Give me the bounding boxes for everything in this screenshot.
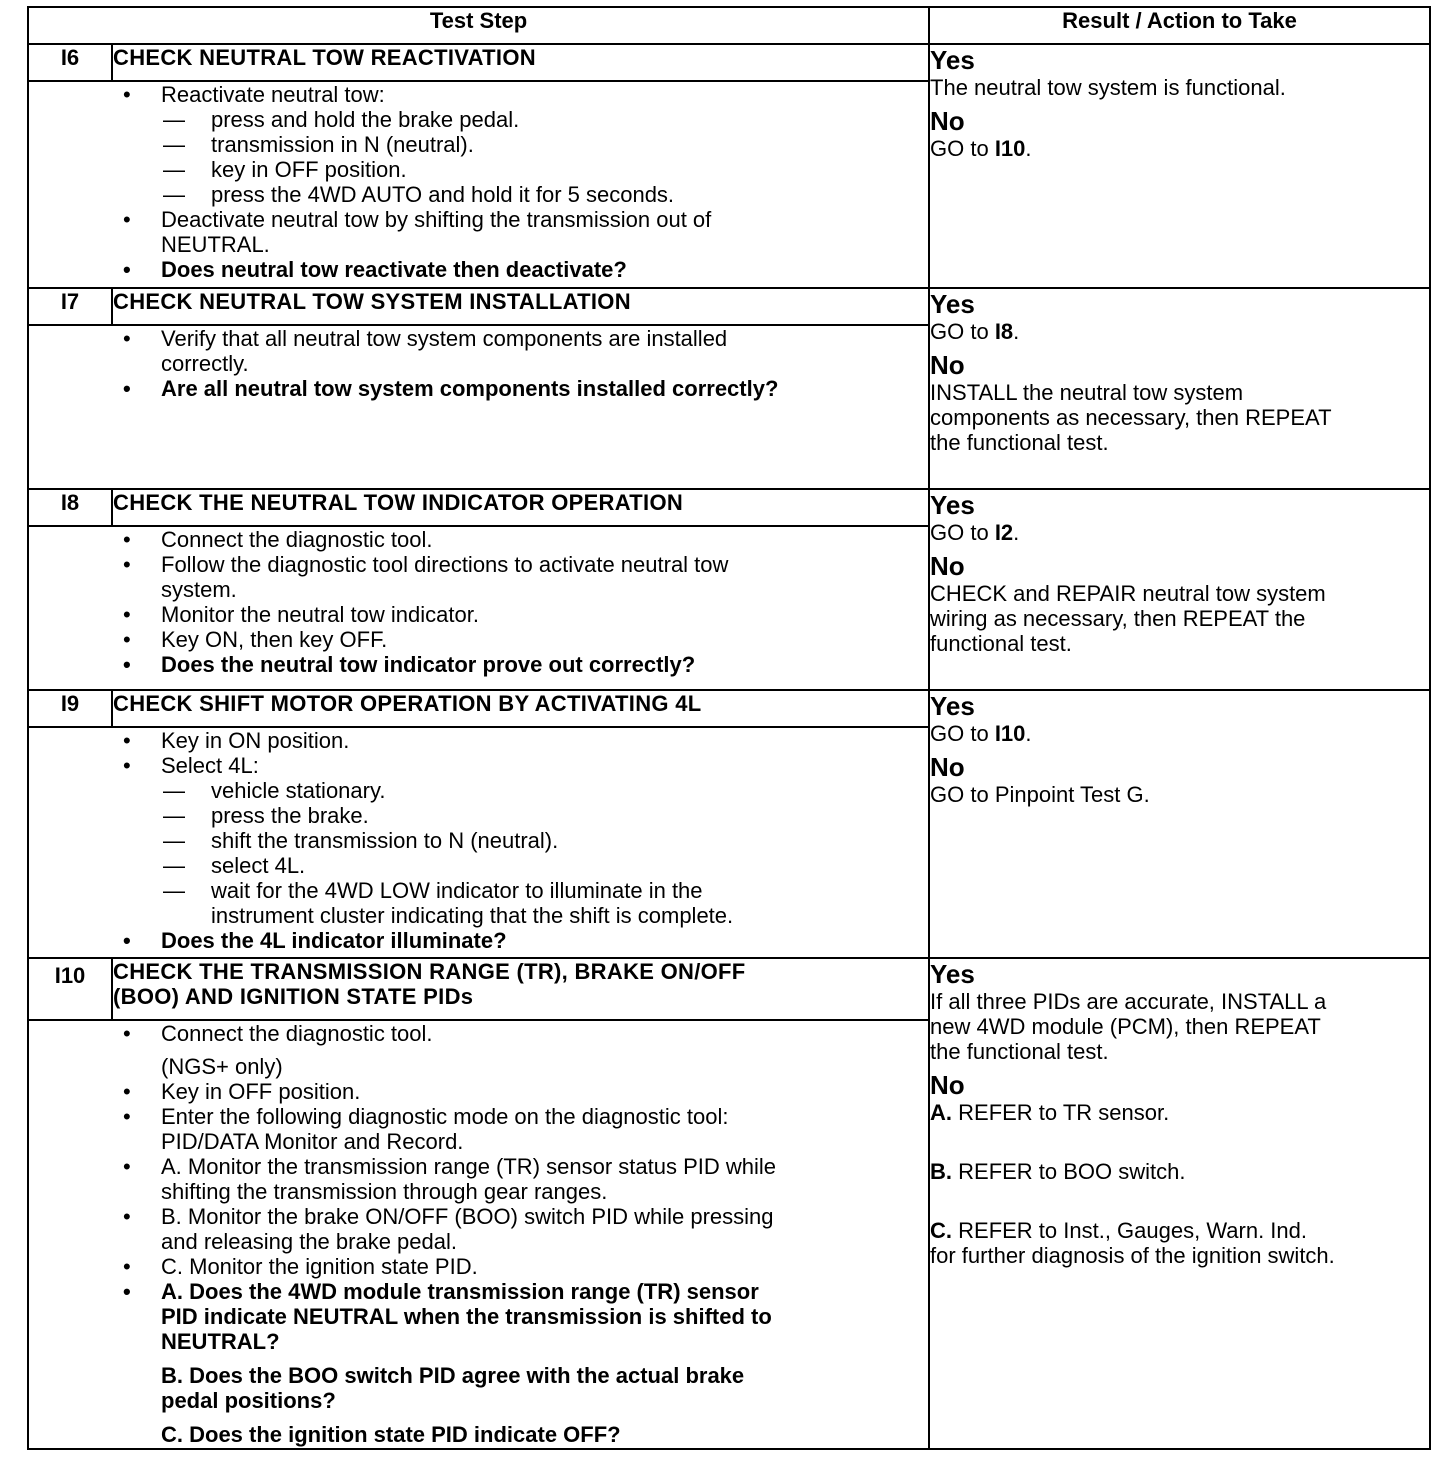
body-question (29, 257, 928, 282)
body-question (29, 1279, 928, 1304)
no-step-ref: I10 (994, 136, 1026, 161)
yes-step-ref: I10 (994, 721, 1026, 746)
body-line-text: Select 4L: (161, 753, 259, 778)
yes-text (930, 721, 1429, 746)
step-title-row (28, 690, 1430, 727)
body-line-text: press the brake. (211, 803, 369, 828)
yes-text-suffix: . (1013, 319, 1020, 344)
bullet: • (123, 207, 131, 232)
step-id: I8 (28, 489, 112, 526)
body-line (29, 853, 928, 878)
step-title (112, 958, 929, 1020)
body-line-text: pedal positions? (161, 1388, 336, 1413)
step-body (28, 81, 929, 288)
bullet: • (123, 1079, 131, 1104)
bullet: • (123, 1021, 131, 1046)
no-option-a (930, 1100, 1429, 1125)
body-line-text: Are all neutral tow system components installed correctly? (161, 376, 779, 401)
bullet: • (123, 652, 131, 677)
step-body (28, 526, 929, 690)
body-question (29, 376, 928, 401)
body-line (29, 1204, 928, 1229)
body-line-text: key in OFF position. (211, 157, 407, 182)
body-line-text: Deactivate neutral tow by shifting the transmission out of (161, 207, 712, 232)
step-id: I6 (28, 44, 112, 81)
body-question (29, 928, 928, 953)
no-option-c (930, 1218, 1429, 1243)
body-line-text: Does the neutral tow indicator prove out correctly? (161, 652, 696, 677)
body-line (29, 903, 928, 928)
body-line-text: (NGS+ only) (161, 1054, 283, 1079)
no-text-line: INSTALL the neutral tow system (930, 380, 1244, 405)
body-line (29, 753, 928, 778)
no-label: No (930, 752, 965, 782)
body-line-text: select 4L. (211, 853, 306, 878)
body-line (29, 778, 928, 803)
body-line (29, 577, 928, 602)
body-line-text: instrument cluster indicating that the shift is complete. (211, 903, 734, 928)
yes-text (930, 319, 1429, 344)
body-line-text: Does neutral tow reactivate then deactivate? (161, 257, 627, 282)
step-result (929, 690, 1430, 958)
body-line-text: C. Monitor the ignition state PID. (161, 1254, 478, 1279)
body-question (29, 1329, 928, 1354)
yes-label: Yes (930, 691, 975, 721)
yes-step-ref: I8 (994, 319, 1014, 344)
dash: — (163, 803, 185, 828)
body-line-text: and releasing the brake pedal. (161, 1229, 457, 1254)
body-line-text: vehicle stationary. (211, 778, 386, 803)
body-line-text: Reactivate neutral tow: (161, 82, 385, 107)
body-line (29, 1254, 928, 1279)
bullet: • (123, 82, 131, 107)
no-label: No (930, 350, 965, 380)
yes-text-line: If all three PIDs are accurate, INSTALL a (930, 989, 1327, 1014)
step-title-row (28, 958, 1430, 1020)
body-line (29, 207, 928, 232)
body-line (29, 803, 928, 828)
no-option-b (930, 1159, 1429, 1184)
yes-text-suffix: . (1013, 520, 1020, 545)
step-title-line: CHECK THE TRANSMISSION RANGE (TR), BRAKE ON/OFF (113, 959, 746, 984)
no-option-label: B. (930, 1159, 953, 1184)
body-line-text: Key in OFF position. (161, 1079, 361, 1104)
step-result (929, 958, 1430, 1449)
no-text-line: the functional test. (930, 430, 1109, 455)
no-text-line: wiring as necessary, then REPEAT the (930, 606, 1306, 631)
body-line-text: Monitor the neutral tow indicator. (161, 602, 479, 627)
yes-text: The neutral tow system is functional. (930, 75, 1286, 100)
body-line-text: press the 4WD AUTO and hold it for 5 seconds. (211, 182, 675, 207)
no-label: No (930, 551, 965, 581)
body-line-text: Follow the diagnostic tool directions to activate neutral tow (161, 552, 729, 577)
step-title-line: (BOO) AND IGNITION STATE PIDs (113, 984, 474, 1009)
body-line (29, 326, 928, 351)
no-text (930, 136, 1429, 161)
body-line (29, 82, 928, 107)
body-line-text: shifting the transmission through gear ranges. (161, 1179, 608, 1204)
body-line-text: A. Monitor the transmission range (TR) sensor status PID while (161, 1154, 777, 1179)
bullet: • (123, 1154, 131, 1179)
body-question (29, 1388, 928, 1413)
yes-text-prefix: GO to (930, 721, 995, 746)
body-line (29, 351, 928, 376)
bullet: • (123, 602, 131, 627)
body-line-text: B. Does the BOO switch PID agree with the actual brake (161, 1363, 745, 1388)
bullet: • (123, 1204, 131, 1229)
step-title-row (28, 288, 1430, 325)
step-result (929, 288, 1430, 489)
bullet: • (123, 326, 131, 351)
yes-text-prefix: GO to (930, 520, 995, 545)
bullet: • (123, 753, 131, 778)
body-line (29, 1179, 928, 1204)
yes-label: Yes (930, 289, 975, 319)
body-line-text: shift the transmission to N (neutral). (211, 828, 559, 853)
body-line (29, 1229, 928, 1254)
no-text-suffix: . (1025, 136, 1032, 161)
dash: — (163, 107, 185, 132)
bullet: • (123, 627, 131, 652)
body-line (29, 828, 928, 853)
body-line-text: wait for the 4WD LOW indicator to illuminate in the (211, 878, 703, 903)
no-text-line: CHECK and REPAIR neutral tow system (930, 581, 1326, 606)
no-label: No (930, 1070, 965, 1100)
body-line (29, 107, 928, 132)
body-line (29, 182, 928, 207)
step-title: CHECK NEUTRAL TOW SYSTEM INSTALLATION (112, 288, 929, 325)
body-line-text: B. Monitor the brake ON/OFF (BOO) switch PID while pressing (161, 1204, 774, 1229)
step-body (28, 325, 929, 489)
body-line (29, 232, 928, 257)
step-title: CHECK THE NEUTRAL TOW INDICATOR OPERATION (112, 489, 929, 526)
no-option-text: REFER to BOO switch. (952, 1159, 1186, 1184)
body-line-text: Verify that all neutral tow system components are installed (161, 326, 728, 351)
step-title-row (28, 44, 1430, 81)
bullet: • (123, 1254, 131, 1279)
no-option-text: REFER to TR sensor. (952, 1100, 1170, 1125)
step-result (929, 489, 1430, 690)
step-result (929, 44, 1430, 288)
body-line (29, 1054, 928, 1079)
body-line-text: transmission in N (neutral). (211, 132, 474, 157)
body-question (29, 652, 928, 677)
bullet: • (123, 928, 131, 953)
no-text-line: functional test. (930, 631, 1072, 656)
header-test-step: Test Step (28, 7, 929, 44)
body-line (29, 1129, 928, 1154)
step-title-row (28, 489, 1430, 526)
no-option-text: REFER to Inst., Gauges, Warn. Ind. (952, 1218, 1308, 1243)
yes-text (930, 520, 1429, 545)
body-line-text: C. Does the ignition state PID indicate OFF? (161, 1422, 621, 1447)
dash: — (163, 853, 185, 878)
bullet: • (123, 527, 131, 552)
yes-label: Yes (930, 490, 975, 520)
no-option-label: A. (930, 1100, 953, 1125)
dash: — (163, 132, 185, 157)
body-line-text: NEUTRAL. (161, 232, 270, 257)
body-line (29, 627, 928, 652)
body-line-text: Does the 4L indicator illuminate? (161, 928, 507, 953)
yes-step-ref: I2 (994, 520, 1014, 545)
body-line-text: NEUTRAL? (161, 1329, 280, 1354)
no-text-prefix: GO to (930, 136, 995, 161)
yes-text-prefix: GO to (930, 319, 995, 344)
bullet: • (123, 376, 131, 401)
body-line-text: Connect the diagnostic tool. (161, 1021, 433, 1046)
body-line (29, 1104, 928, 1129)
body-line-text: system. (161, 577, 237, 602)
yes-text-line: new 4WD module (PCM), then REPEAT (930, 1014, 1321, 1039)
body-line (29, 602, 928, 627)
header-result: Result / Action to Take (929, 7, 1430, 44)
table-header-row (28, 7, 1430, 44)
pinpoint-test-table (27, 6, 1431, 1450)
bullet: • (123, 552, 131, 577)
no-option-label: C. (930, 1218, 953, 1243)
body-line-text: Enter the following diagnostic mode on the diagnostic tool: (161, 1104, 729, 1129)
body-line-text: A. Does the 4WD module transmission range (TR) sensor (161, 1279, 759, 1304)
dash: — (163, 157, 185, 182)
body-line-text: press and hold the brake pedal. (211, 107, 520, 132)
bullet: • (123, 1104, 131, 1129)
dash: — (163, 878, 185, 903)
step-id: I7 (28, 288, 112, 325)
yes-text-suffix: . (1025, 721, 1032, 746)
body-line (29, 1154, 928, 1179)
dash: — (163, 778, 185, 803)
yes-label: Yes (930, 959, 975, 989)
body-line (29, 728, 928, 753)
yes-label: Yes (930, 45, 975, 75)
body-line-text: Key in ON position. (161, 728, 350, 753)
dash: — (163, 182, 185, 207)
body-line (29, 552, 928, 577)
body-line (29, 1079, 928, 1104)
body-question (29, 1363, 928, 1388)
body-line (29, 527, 928, 552)
body-question (29, 1422, 928, 1447)
body-line-text: correctly. (161, 351, 249, 376)
step-body (28, 727, 929, 958)
no-option-c-cont: for further diagnosis of the ignition switch. (930, 1243, 1335, 1268)
step-id: I9 (28, 690, 112, 727)
body-line (29, 132, 928, 157)
body-line-text: PID/DATA Monitor and Record. (161, 1129, 464, 1154)
dash: — (163, 828, 185, 853)
step-id: I10 (28, 958, 112, 1020)
bullet: • (123, 257, 131, 282)
body-line (29, 1021, 928, 1046)
no-text-line: components as necessary, then REPEAT (930, 405, 1332, 430)
body-line-text: PID indicate NEUTRAL when the transmission is shifted to (161, 1304, 772, 1329)
step-title: CHECK NEUTRAL TOW REACTIVATION (112, 44, 929, 81)
step-body (28, 1020, 929, 1449)
step-title: CHECK SHIFT MOTOR OPERATION BY ACTIVATING 4L (112, 690, 929, 727)
no-label: No (930, 106, 965, 136)
body-line (29, 878, 928, 903)
body-line-text: Key ON, then key OFF. (161, 627, 388, 652)
body-line-text: Connect the diagnostic tool. (161, 527, 433, 552)
body-question (29, 1304, 928, 1329)
no-text: GO to Pinpoint Test G. (930, 782, 1150, 807)
body-line (29, 157, 928, 182)
bullet: • (123, 728, 131, 753)
yes-text-line: the functional test. (930, 1039, 1109, 1064)
bullet: • (123, 1279, 131, 1304)
